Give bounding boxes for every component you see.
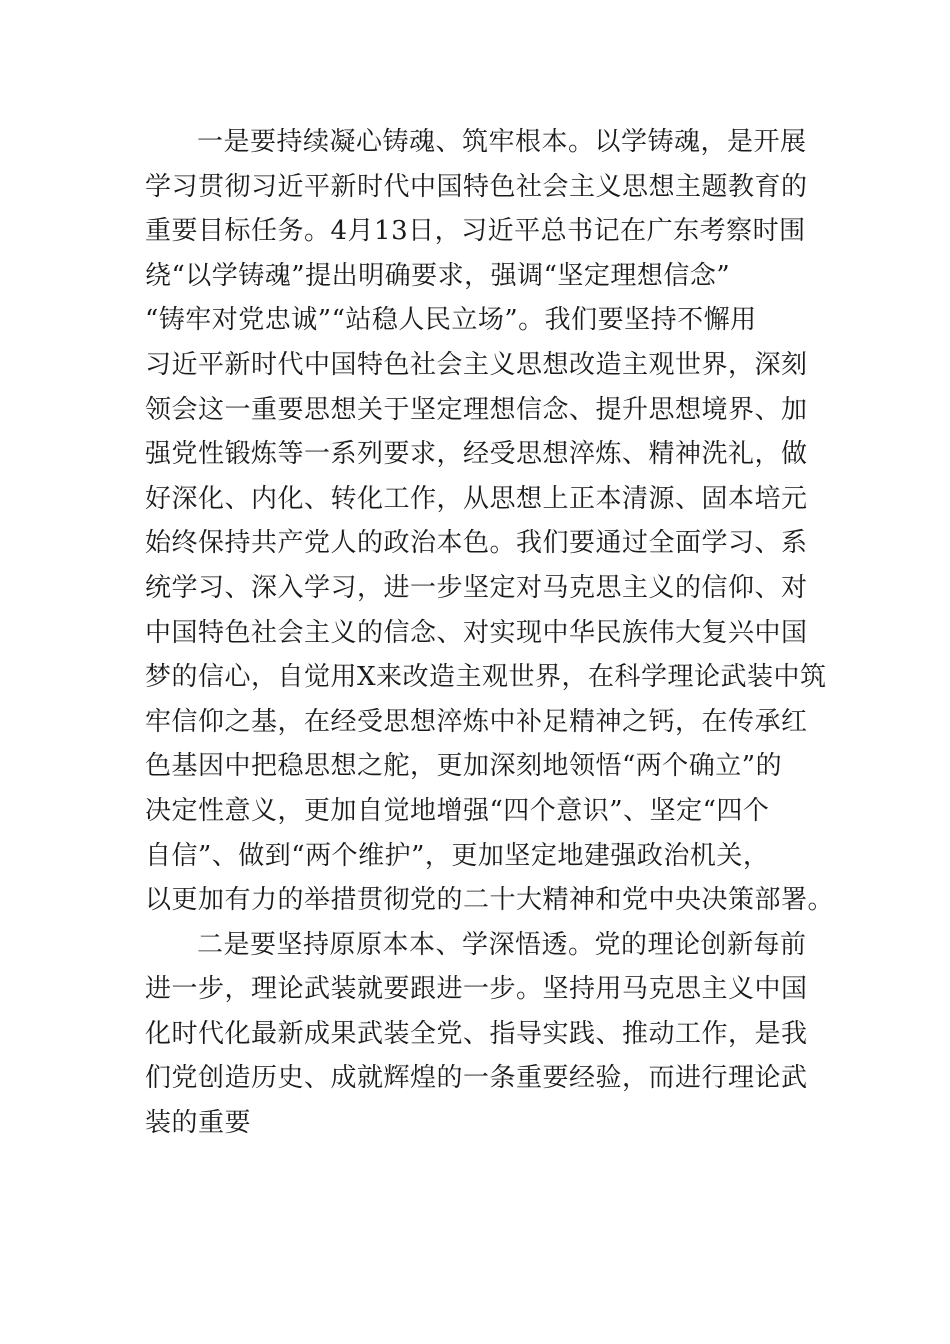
paragraph-1-line-2: 学习贯彻习近平新时代中国特色社会主义思想主题教育的 [145,171,808,202]
paragraph-1-line-10: 始终保持共产党人的政治本色。我们要通过全面学习、系 [145,528,808,559]
paragraph-1-line-6: 习近平新时代中国特色社会主义思想改造主观世界，深刻 [145,349,808,380]
paragraph-1-line-7: 领会这一重要思想关于坚定理想信念、提升思想境界、加 [145,394,808,425]
paragraph-1-line-8: 强党性锻炼等一系列要求，经受思想淬炼、精神洗礼，做 [145,439,808,470]
paragraph-1-line-18: 以更加有力的举措贯彻党的二十大精神和党中央决策部署。 [145,885,835,916]
document-body [145,120,835,1146]
paragraph-1-line-12: 中国特色社会主义的信念、对实现中华民族伟大复兴中国 [145,617,808,648]
paragraph-1-line-17: 自信”、做到“两个维护”，更加坚定地建强政治机关， [145,840,770,871]
paragraph-1-line-15: 色基因中把稳思想之舵，更加深刻地领悟“两个确立”的 [145,751,783,782]
paragraph-1-line-1: 一是要持续凝心铸魂、筑牢根本。以学铸魂，是开展 [197,127,807,157]
paragraph-1-line-11: 统学习、深入学习，进一步坚定对马克思主义的信仰、对 [145,572,808,603]
paragraph-2-line-3: 化时代化最新成果武装全党、指导实践、推动工作，是我 [145,1018,808,1049]
paragraph-1-line-3: 重要目标任务。4月13日，习近平总书记在广东考察时围 [145,216,806,247]
paragraph-2-line-2: 进一步，理论武装就要跟进一步。坚持用马克思主义中国 [145,974,808,1005]
paragraph-2-line-5: 装的重要 [145,1108,252,1139]
paragraph-2-line-4: 们党创造历史、成就辉煌的一条重要经验，而进行理论武 [145,1063,808,1094]
paragraph-1-line-16: 决定性意义，更加自觉地增强“四个意识”、坚定“四个 [145,795,770,826]
paragraph-1-line-5: “铸牢对党忠诚”“站稳人民立场”。我们要坚持不懈用 [145,305,757,336]
paragraph-1-line-9: 好深化、内化、转化工作，从思想上正本清源、固本培元 [145,483,808,514]
paragraph-1-line-13: 梦的信心，自觉用X来改造主观世界，在科学理论武装中筑 [145,662,827,693]
paragraph-1-line-14: 牢信仰之基，在经受思想淬炼中补足精神之钙，在传承红 [145,706,808,737]
paragraph-1-line-4: 绕“以学铸魂”提出明确要求，强调“坚定理想信念” [145,260,731,291]
paragraph-2-line-1: 二是要坚持原原本本、学深悟透。党的理论创新每前 [197,929,807,960]
